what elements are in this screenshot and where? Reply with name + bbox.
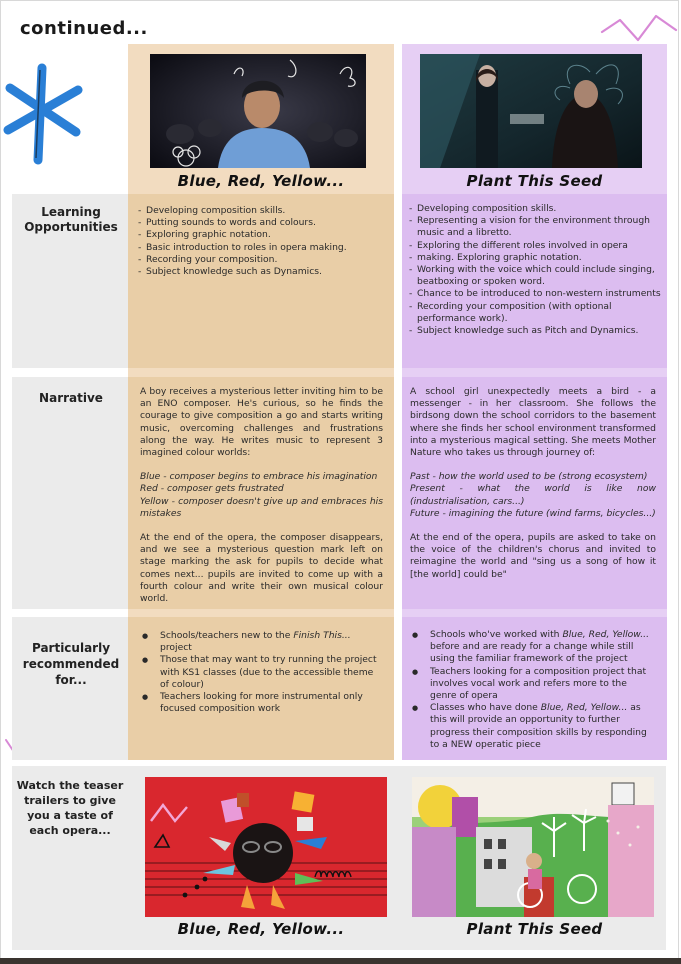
row-label-learning: Learning Opportunities: [24, 205, 118, 234]
learning-list-plant: [409, 203, 663, 337]
blue-star-doodle-icon: [2, 60, 86, 172]
list-item: - making. Exploring graphic notation.: [409, 252, 663, 264]
list-item: - Representing a vision for the environment through music and a libretto.: [409, 215, 663, 239]
narrative-past: Past - how the world used to be (strong ecosystem): [410, 471, 648, 483]
narrative-intro: A boy receives a mysterious letter inviting him to be an ENO composer. He's curious, so he finds the courage to give composition a go and starts writing music, overcoming challenges and frustrations along the way. He writes music to represent 3 imagined colour worlds:: [140, 386, 383, 459]
recommended-row-label-band: [12, 617, 128, 760]
narrative-outro: At the end of the opera, pupils are asked to take on the voice of the children's chorus and invited to reimagine the world and "sing us a song of how it [the world] could be": [410, 532, 656, 580]
list-item: ● Schools who've worked with Blue, Red, Yellow... before and are ready for a change while still using the familiar framework of the project: [410, 629, 656, 666]
blue-red-yellow-still-image: [150, 54, 366, 168]
narrative-colour-blue: Blue - composer begins to embrace his imagination: [140, 471, 378, 483]
page-title: continued...: [20, 18, 148, 39]
narrative-colour-yellow: Yellow - composer doesn't give up and embraces his mistakes: [140, 495, 383, 519]
list-item: ● Those that may want to try running the project with KS1 classes (due to the accessible theme of colour): [140, 654, 380, 691]
row-label-recommended: Particularly recommended for...: [22, 641, 120, 687]
opera-title-plant-this-seed: Plant This Seed: [466, 172, 603, 190]
narrative-outro: At the end of the opera, the composer disappears, and we see a mysterious question mark left on stage marking the ask for pupils to decide what comes next... pupils are invited to come up with a fourth colour and write their own musical colour world.: [140, 532, 383, 605]
opera-title-blue-red-yellow: Blue, Red, Yellow...: [177, 172, 345, 190]
list-item: - Developing composition skills.: [138, 205, 388, 217]
list-item: - Recording your composition.: [138, 254, 388, 266]
list-item: - Subject knowledge such as Pitch and Dynamics.: [409, 325, 663, 337]
narrative-text-plant: [410, 386, 656, 581]
bottom-edge-bar: [0, 958, 681, 964]
list-item: ● Schools/teachers new to the Finish This... project: [140, 630, 380, 654]
list-item: - Working with the voice which could include singing, beatboxing or spoken word.: [409, 264, 663, 288]
row-label-narrative: Narrative: [39, 391, 103, 405]
list-item: - Recording your composition (with optional performance work).: [409, 301, 663, 325]
learning-list-blue: [138, 205, 388, 278]
row-label-watch: Watch the teaser trailers to give you a taste of each opera...: [16, 779, 124, 837]
list-item: - Chance to be introduced to non-western instruments: [409, 288, 663, 300]
narrative-future: Future - imagining the future (wind farms, bicycles...): [410, 507, 656, 519]
list-item: ● Teachers looking for more instrumental only focused composition work: [140, 691, 380, 715]
list-item: - Putting sounds to words and colours.: [138, 217, 388, 229]
pink-zigzag-decoration: [598, 8, 680, 48]
narrative-colour-red: Red - composer gets frustrated: [140, 483, 284, 495]
narrative-text-blue: [140, 386, 383, 605]
narrative-present: Present - what the world is like now (industrialisation, cars...): [410, 483, 656, 507]
trailer-title-plant-this-seed: Plant This Seed: [466, 920, 603, 938]
list-item: - Developing composition skills.: [409, 203, 663, 215]
blue-red-yellow-trailer-thumbnail[interactable]: [145, 777, 387, 917]
list-item: ● Classes who have done Blue, Red, Yellow... as this will provide an opportunity to further progress their composition skills by responding to a NEW operatic piece: [410, 702, 656, 751]
list-item: - Subject knowledge such as Dynamics.: [138, 266, 388, 278]
narrative-row-label-band: [12, 377, 128, 609]
narrative-intro: A school girl unexpectedly meets a bird - a messenger - in her classroom. She follows the birdsong down the school corridors to the basement where she finds her school environment transformed into a mysterious magical setting. She meets Mother Nature who takes us through journey of:: [410, 386, 656, 459]
plant-this-seed-trailer-thumbnail[interactable]: [412, 777, 654, 917]
list-item: ● Teachers looking for a composition project that involves vocal work and refers more to the genre of opera: [410, 666, 656, 703]
plant-this-seed-still-image: [420, 54, 642, 168]
recommended-list-plant: [410, 629, 656, 751]
list-item: - Exploring the different roles involved in opera: [409, 240, 663, 252]
recommended-list-blue: [140, 630, 380, 715]
list-item: - Exploring graphic notation.: [138, 229, 388, 241]
list-item: - Basic introduction to roles in opera making.: [138, 242, 388, 254]
trailer-title-blue-red-yellow: Blue, Red, Yellow...: [177, 920, 345, 938]
